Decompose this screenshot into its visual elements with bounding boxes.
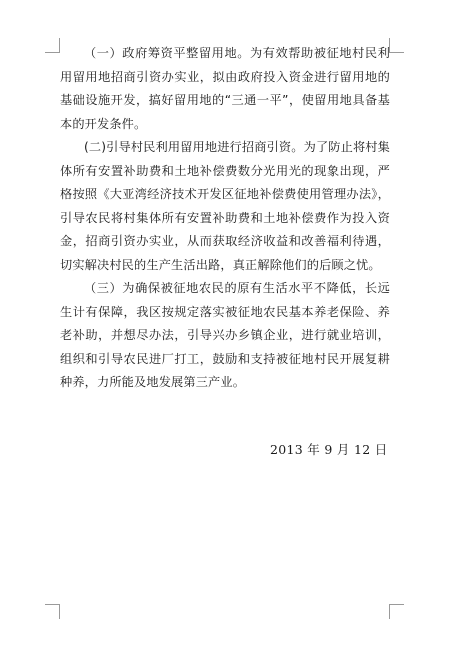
crop-mark-top-left [45, 38, 60, 53]
document-body [60, 42, 390, 395]
crop-mark-bottom-left [45, 604, 60, 619]
crop-mark-top-right [389, 38, 404, 53]
paragraph-2: (二)引导村民利用留用地进行招商引资。为了防止将村集体所有安置补助费和土地补偿费数分光用光的现象出现，严格按照《大亚湾经济技术开发区征地补偿费使用管理办法》，引导农民将村集体所有安置补助费和土地补偿费作为投入资金，招商引资办实业，从而获取经济收益和改善福利待遇，切实解决村民的生产生活出路，真正解除他们的后顾之忧。 [60, 140, 390, 272]
paragraph-1: （一）政府筹资平整留用地。为有效帮助被征地村民利用留用地招商引资办实业，拟由政府投入资金进行留用地的基础设施开发，搞好留用地的“三通一平”，使留用地具备基本的开发条件。 [60, 46, 390, 131]
crop-mark-bottom-right [389, 604, 404, 619]
document-date: 2013 年 9 月 12 日 [270, 442, 388, 457]
paragraph-3: （三）为确保被征地农民的原有生活水平不降低，长远生计有保障，我区按规定落实被征地农民基本养老保险、养老补助，并想尽办法，引导兴办乡镇企业，进行就业培训，组织和引导农民进厂打工，鼓励和支持被征地村民开展复耕种养，力所能及地发展第三产业。 [60, 281, 390, 389]
